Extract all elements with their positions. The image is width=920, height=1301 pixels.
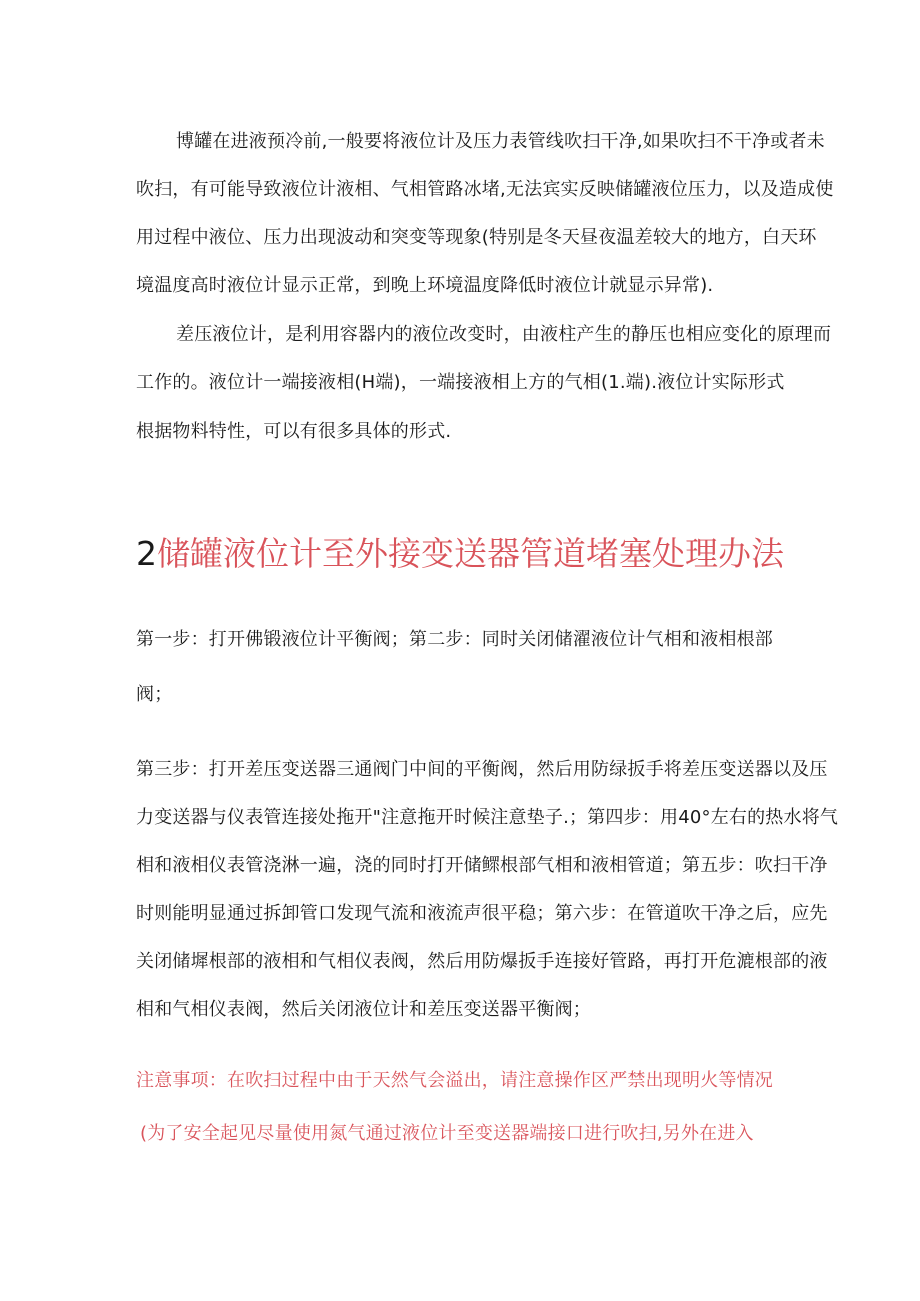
para2-line-1: 差压液位计，是利用容器内的液位改变时，由液柱产生的静压也相应变化的原理而	[176, 324, 832, 345]
step3-line-6: 相和气相仪表阀，然后关闭液位计和差压变送器平衡阀；	[136, 999, 591, 1020]
para2-line-3: 根据物料特性，可以有很多具体的形式.	[136, 421, 452, 442]
step3-line-2: 力变送器与仪表管连接处拖开"注意拖开时候注意垫子.；第四步：用40°左右的热水将气	[136, 807, 839, 828]
note-line-2: (为了安全起见尽量使用氮气通过液位计至变送器端接口进行吹扫,另外在进入	[140, 1123, 754, 1144]
para1-line-2: 吹扫，有可能导致液位计液相、气相管路冰堵,无法宾实反映储罐液位压力，以及造成使	[136, 179, 834, 200]
section-title: 储罐液位计至外接变送器管道堵塞处理办法	[157, 534, 784, 573]
step3-line-5: 关闭储墀根部的液相和气相仪表阀，然后用防爆扳手连接好管路，再打开危漉根部的液	[136, 951, 828, 972]
section-heading	[136, 530, 784, 578]
step3-line-3: 相和液相仪表管浇淋一遍，浇的同时打开储鳏根部气相和液相管道；第五步：吹扫干净	[136, 855, 828, 876]
step1-line-2: 阀；	[136, 684, 173, 705]
step1-line-1: 第一步：打开佛锻液位计平衡阀；第二步：同时关闭储濯液位计气相和液相根部	[136, 629, 773, 650]
para2-line-2: 工作的。液位计一端接液相(H端)，一端接液相上方的气相(1.端).液位计实际形式	[136, 372, 785, 393]
step3-line-4: 时则能明显通过拆卸管口发现气流和液流声很平稳；第六步：在管道吹干净之后，应先	[136, 903, 828, 924]
para1-line-1: 博罐在进液预冷前,一般要将液位计及压力表管线吹扫干净,如果吹扫不干净或者未	[176, 131, 825, 152]
note-line-1: 注意事项：在吹扫过程中由于天然气会溢出，请注意操作区严禁出现明火等情况	[136, 1070, 773, 1091]
para1-line-4: 境温度高时液位计显示正常，到晚上环境温度降低时液位计就显示异常).	[136, 275, 714, 296]
step3-line-1: 第三步：打开差压变送器三通阀门中间的平衡阀，然后用防绿扳手将差压变送器以及压	[136, 759, 828, 780]
section-number: 2	[136, 534, 157, 573]
para1-line-3: 用过程中液位、压力出现波动和突变等现象(特别是冬天昼夜温差较大的地方，白天环	[136, 227, 817, 248]
